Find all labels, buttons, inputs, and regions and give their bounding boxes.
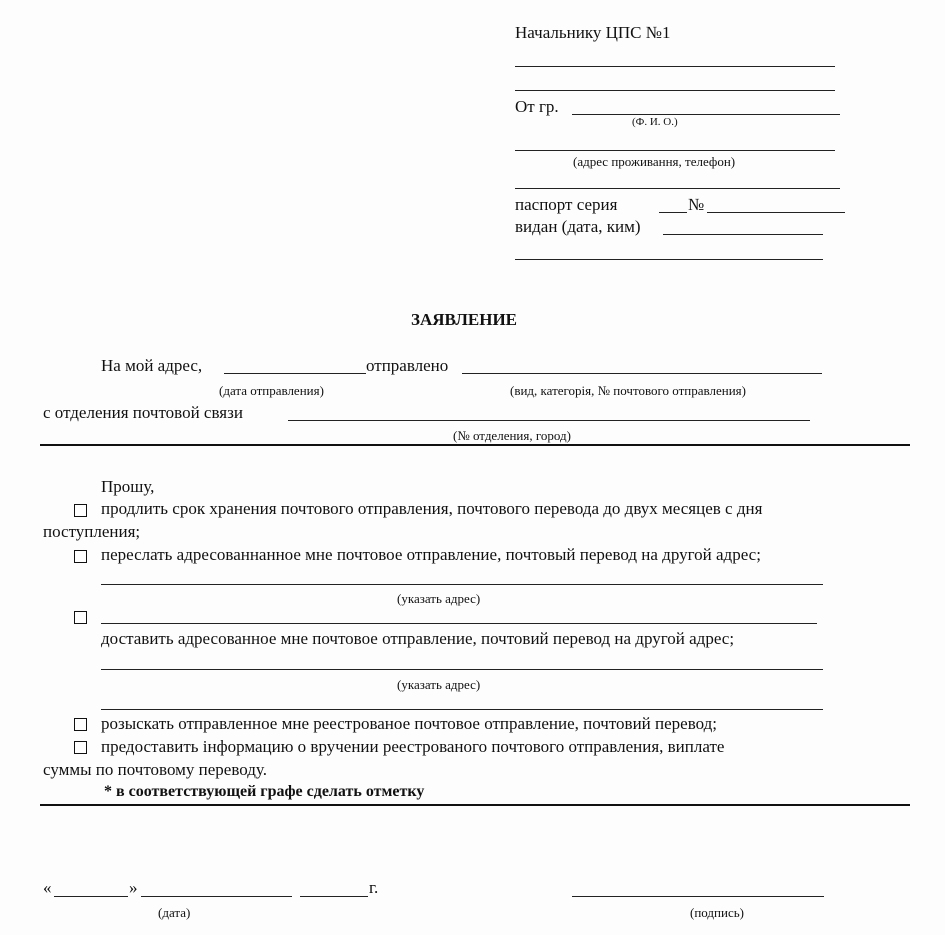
address-line-2[interactable]: [515, 188, 840, 189]
delivery-info-checkbox[interactable]: [74, 741, 87, 754]
deliver-address-caption: (указать адрес): [397, 677, 481, 692]
extend-storage-text: продлить срок хранения почтового отправления, почтового перевода до двух месяцев с дня: [101, 499, 763, 518]
year-suffix: г.: [369, 878, 379, 897]
issued-label: видан (дата, ким): [515, 217, 641, 236]
office-caption: (№ отделения, город): [453, 428, 571, 443]
send-date-caption: (дата отправления): [219, 383, 324, 398]
issued-field[interactable]: [663, 234, 823, 235]
forward-address-field[interactable]: [101, 584, 823, 585]
item-kind-caption: (вид, категорія, № почтового отправления): [510, 383, 746, 398]
search-checkbox[interactable]: [74, 718, 87, 731]
issued-line-2[interactable]: [515, 259, 823, 260]
deliver-checkbox[interactable]: [74, 611, 87, 624]
search-text: розыскать отправленное мне реестрованое почтовое отправление, почтовий перевод;: [101, 714, 718, 733]
item-kind-field[interactable]: [462, 373, 822, 374]
forward-text: переслать адресованнанное мне почтовое отправление, почтовый перевод на другой адрес;: [101, 545, 761, 564]
document-title: ЗАЯВЛЕНИЕ: [411, 310, 518, 329]
extend-storage-text-cont: поступления;: [43, 522, 141, 541]
year-field[interactable]: [300, 896, 368, 897]
please-label: Прошу,: [101, 477, 155, 496]
forward-checkbox[interactable]: [74, 550, 87, 563]
section-divider-bottom: [40, 804, 910, 806]
passport-label: паспорт серия: [515, 195, 618, 214]
date-caption: (дата): [158, 905, 191, 920]
recipient-title: Начальнику ЦПС №1: [515, 23, 671, 42]
delivery-info-text-cont: суммы по почтовому переводу.: [43, 760, 267, 779]
sent-label: отправлено: [366, 356, 449, 375]
office-field[interactable]: [288, 420, 810, 421]
address-caption: (адрес проживання, телефон): [573, 154, 736, 169]
fio-caption: (Ф. И. О.): [632, 116, 678, 128]
marking-note: * в соответствующей графе сделать отметку: [104, 783, 425, 800]
deliver-text: доставить адресованное мне почтовое отправление, почтовий перевод на другой адрес;: [101, 629, 735, 648]
extend-storage-checkbox[interactable]: [74, 504, 87, 517]
passport-number-sign: №: [688, 195, 705, 214]
deliver-address-field[interactable]: [101, 669, 823, 670]
passport-series-field[interactable]: [659, 212, 687, 213]
forward-address-caption: (указать адрес): [397, 591, 481, 606]
from-label: От гр.: [515, 97, 559, 116]
section-divider-top: [40, 444, 910, 446]
quote-close: »: [129, 878, 138, 897]
deliver-line-top: [101, 623, 817, 624]
address-field[interactable]: [515, 150, 835, 151]
to-my-address-label: На мой адрес,: [101, 356, 203, 375]
signature-caption: (подпись): [690, 905, 744, 920]
recipient-line-1[interactable]: [515, 66, 835, 67]
passport-number-field[interactable]: [707, 212, 845, 213]
signature-field[interactable]: [572, 896, 824, 897]
day-field[interactable]: [54, 896, 128, 897]
recipient-line-2[interactable]: [515, 90, 835, 91]
deliver-address-line-2[interactable]: [101, 709, 823, 710]
quote-open: «: [43, 878, 52, 897]
month-field[interactable]: [141, 896, 292, 897]
fio-field[interactable]: [572, 114, 840, 115]
delivery-info-text: предоставить інформацию о вручении реестрованого почтового отправления, виплате: [101, 737, 725, 756]
from-office-label: с отделения почтовой связи: [43, 403, 243, 422]
send-date-field[interactable]: [224, 373, 366, 374]
